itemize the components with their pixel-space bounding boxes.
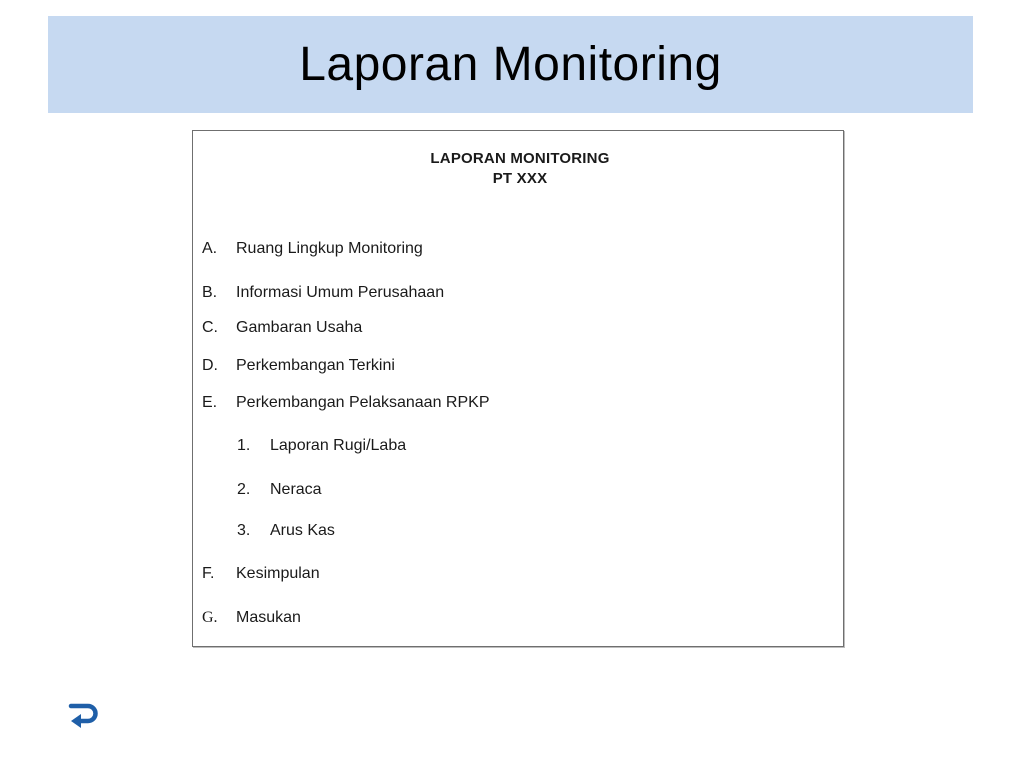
list-label: Informasi Umum Perusahaan bbox=[236, 284, 445, 301]
slide-title: Laporan Monitoring bbox=[299, 38, 722, 91]
list-label: Kesimpulan bbox=[236, 565, 320, 582]
list-marker: G. bbox=[202, 609, 218, 626]
list-label: Ruang Lingkup Monitoring bbox=[236, 240, 423, 257]
list-marker: 2. bbox=[237, 481, 251, 498]
list-marker: 1. bbox=[237, 437, 251, 454]
list-label: Masukan bbox=[236, 609, 301, 626]
document-heading bbox=[193, 149, 843, 189]
list-marker: C. bbox=[202, 319, 218, 336]
list-label: Perkembangan Pelaksanaan RPKP bbox=[236, 394, 490, 411]
list-label: Laporan Rugi/Laba bbox=[270, 437, 407, 454]
return-arrow-icon[interactable] bbox=[66, 700, 100, 730]
list-marker: 3. bbox=[237, 522, 251, 539]
list-marker: E. bbox=[202, 394, 218, 411]
list-marker: D. bbox=[202, 357, 218, 374]
list-label: Gambaran Usaha bbox=[236, 319, 363, 336]
document-heading-line1: LAPORAN MONITORING bbox=[430, 150, 610, 167]
document-image bbox=[192, 130, 844, 647]
list-marker: A. bbox=[202, 240, 218, 257]
document-heading-line2: PT XXX bbox=[492, 170, 548, 187]
list-label: Arus Kas bbox=[270, 522, 335, 539]
list-label: Neraca bbox=[270, 481, 322, 498]
list-marker: B. bbox=[202, 284, 218, 301]
list-marker: F. bbox=[202, 565, 215, 582]
title-bar bbox=[48, 16, 973, 113]
list-label: Perkembangan Terkini bbox=[236, 357, 395, 374]
